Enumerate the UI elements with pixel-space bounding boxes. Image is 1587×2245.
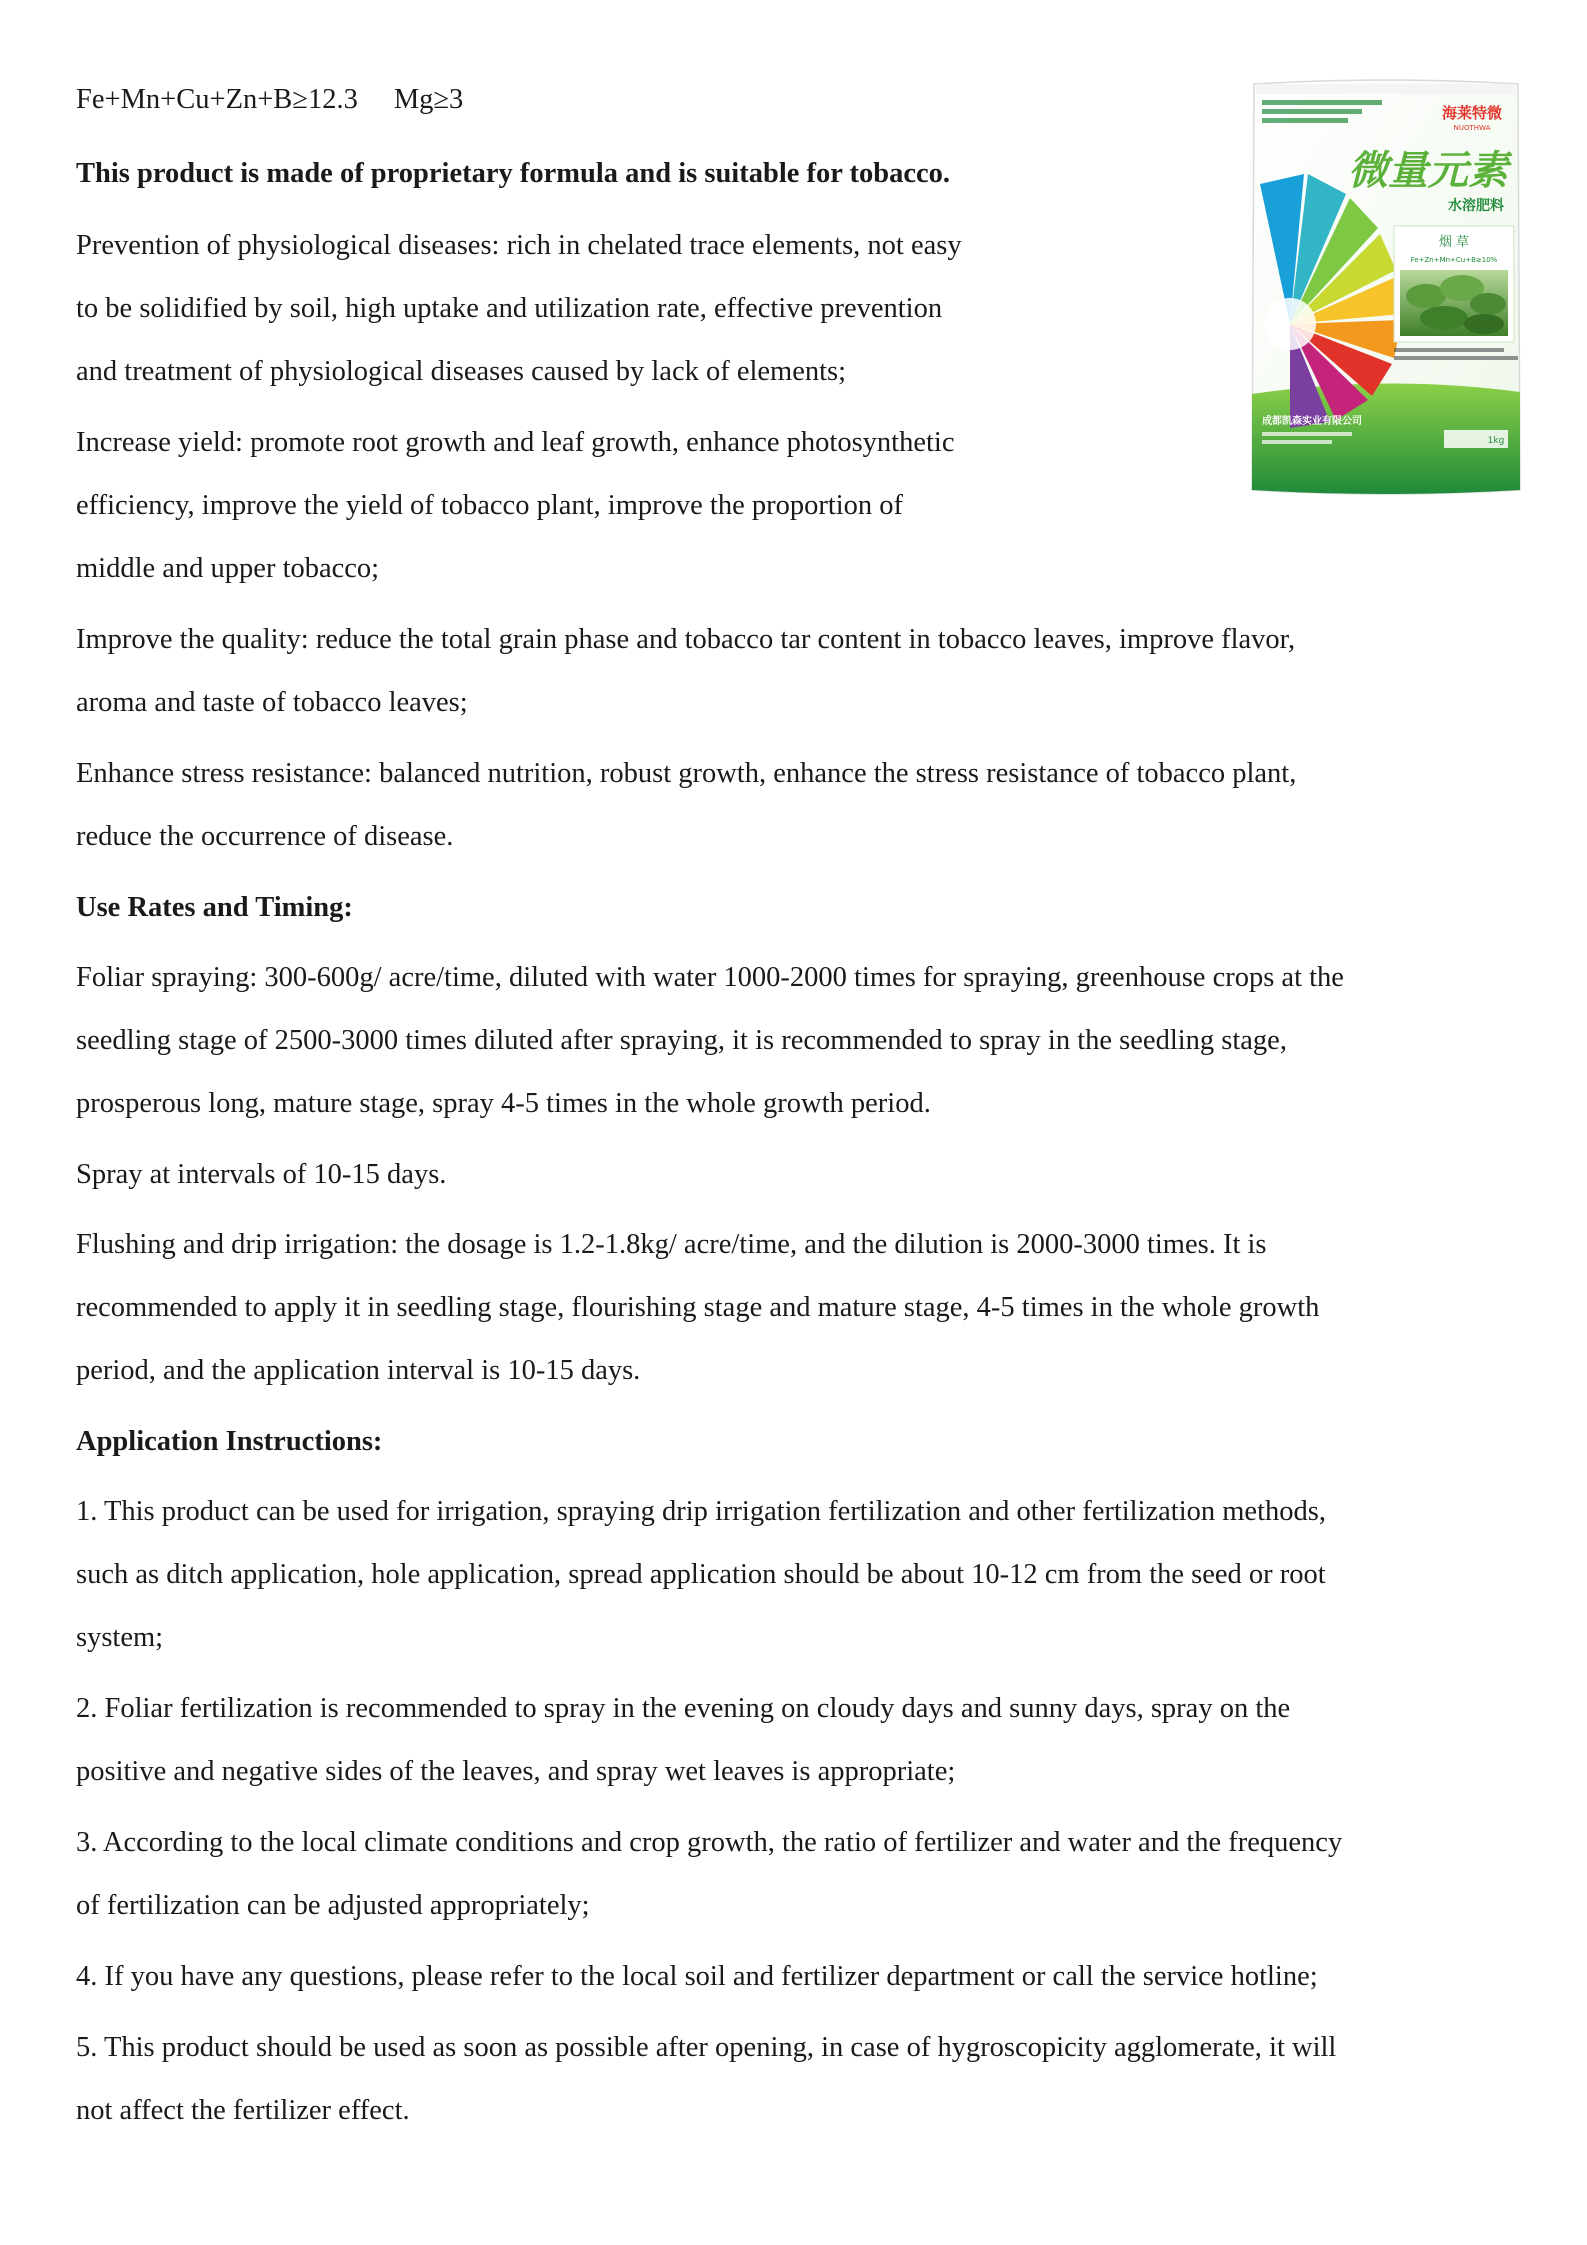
instruction-1-line-1: 1. This product can be used for irrigation, spraying drip irrigation fertilization and other fertilization methods, bbox=[76, 1496, 1326, 1527]
magnesium-formula: Mg≥3 bbox=[393, 84, 464, 115]
brand-latin: NUOTHWA bbox=[1453, 124, 1491, 132]
flushing-line-3: period, and the application interval is 10-15 days. bbox=[76, 1355, 641, 1386]
product-subtitle: 水溶肥料 bbox=[1448, 198, 1504, 214]
instruction-2-line-1: 2. Foliar fertilization is recommended to spray in the evening on cloudy days and sunny days, spray on the bbox=[76, 1693, 1291, 1724]
brand-name: 海莱特微 bbox=[1441, 104, 1503, 122]
instruction-1-line-3: system; bbox=[76, 1622, 164, 1653]
benefit-stress-line-2: reduce the occurrence of disease. bbox=[76, 821, 454, 852]
intro-heading: This product is made of proprietary formula and is suitable for tobacco. bbox=[76, 158, 951, 189]
crop-name: 烟 草 bbox=[1438, 235, 1470, 250]
company-name: 成都凯森实业有限公司 bbox=[1262, 416, 1362, 427]
benefit-yield-line-3: middle and upper tobacco; bbox=[76, 553, 380, 584]
benefit-quality-line-2: aroma and taste of tobacco leaves; bbox=[76, 687, 468, 718]
benefit-quality-line-1: Improve the quality: reduce the total grain phase and tobacco tar content in tobacco leaves, improve flavor, bbox=[76, 624, 1296, 655]
product-package-image bbox=[1248, 74, 1524, 500]
benefit-prevention-line-3: and treatment of physiological diseases caused by lack of elements; bbox=[76, 356, 847, 387]
foliar-line-2: seedling stage of 2500-3000 times diluted after spraying, it is recommended to spray in the seedling stage, bbox=[76, 1025, 1287, 1056]
instruction-2-line-2: positive and negative sides of the leaves, and spray wet leaves is appropriate; bbox=[76, 1756, 956, 1787]
benefit-prevention-line-2: to be solidified by soil, high uptake and utilization rate, effective prevention bbox=[76, 293, 943, 324]
benefit-yield-line-1: Increase yield: promote root growth and leaf growth, enhance photosynthetic bbox=[76, 427, 955, 458]
formula-label: Fe+Zn+Mn+Cu+B≥10% bbox=[1410, 256, 1498, 264]
instruction-5-line-2: not affect the fertilizer effect. bbox=[76, 2095, 410, 2126]
benefit-stress-line-1: Enhance stress resistance: balanced nutrition, robust growth, enhance the stress resistance of tobacco plant, bbox=[76, 758, 1297, 789]
flushing-line-2: recommended to apply it in seedling stage, flourishing stage and mature stage, 4-5 times in the whole growth bbox=[76, 1292, 1320, 1323]
trace-element-formula: Fe+Mn+Cu+Zn+B≥12.3 bbox=[76, 84, 358, 115]
product-title: 微量元素 bbox=[1348, 148, 1508, 194]
instruction-1-line-2: such as ditch application, hole application, spread application should be about 10-12 cm from the seed or root bbox=[76, 1559, 1326, 1590]
product-package-illustration bbox=[1248, 74, 1524, 500]
benefit-yield-line-2: efficiency, improve the yield of tobacco plant, improve the proportion of bbox=[76, 490, 904, 521]
spray-interval: Spray at intervals of 10-15 days. bbox=[76, 1159, 447, 1190]
foliar-line-3: prosperous long, mature stage, spray 4-5 times in the whole growth period. bbox=[76, 1088, 931, 1119]
instruction-3-line-2: of fertilization can be adjusted appropriately; bbox=[76, 1890, 590, 1921]
flushing-line-1: Flushing and drip irrigation: the dosage is 1.2-1.8kg/ acre/time, and the dilution is 2000-3000 times. It is bbox=[76, 1229, 1267, 1260]
instruction-4-line-1: 4. If you have any questions, please refer to the local soil and fertilizer department or call the service hotline; bbox=[76, 1961, 1318, 1992]
instruction-5-line-1: 5. This product should be used as soon as possible after opening, in case of hygroscopicity agglomerate, it will bbox=[76, 2032, 1337, 2063]
use-rates-heading: Use Rates and Timing: bbox=[76, 892, 353, 923]
foliar-line-1: Foliar spraying: 300-600g/ acre/time, diluted with water 1000-2000 times for spraying, greenhouse crops at the bbox=[76, 962, 1344, 993]
benefit-prevention-line-1: Prevention of physiological diseases: rich in chelated trace elements, not easy bbox=[76, 230, 962, 261]
net-weight: 1kg bbox=[1487, 436, 1505, 446]
nutrient-formula bbox=[76, 68, 463, 131]
instructions-heading: Application Instructions: bbox=[76, 1426, 383, 1457]
instruction-3-line-1: 3. According to the local climate conditions and crop growth, the ratio of fertilizer and water and the frequency bbox=[76, 1827, 1343, 1858]
